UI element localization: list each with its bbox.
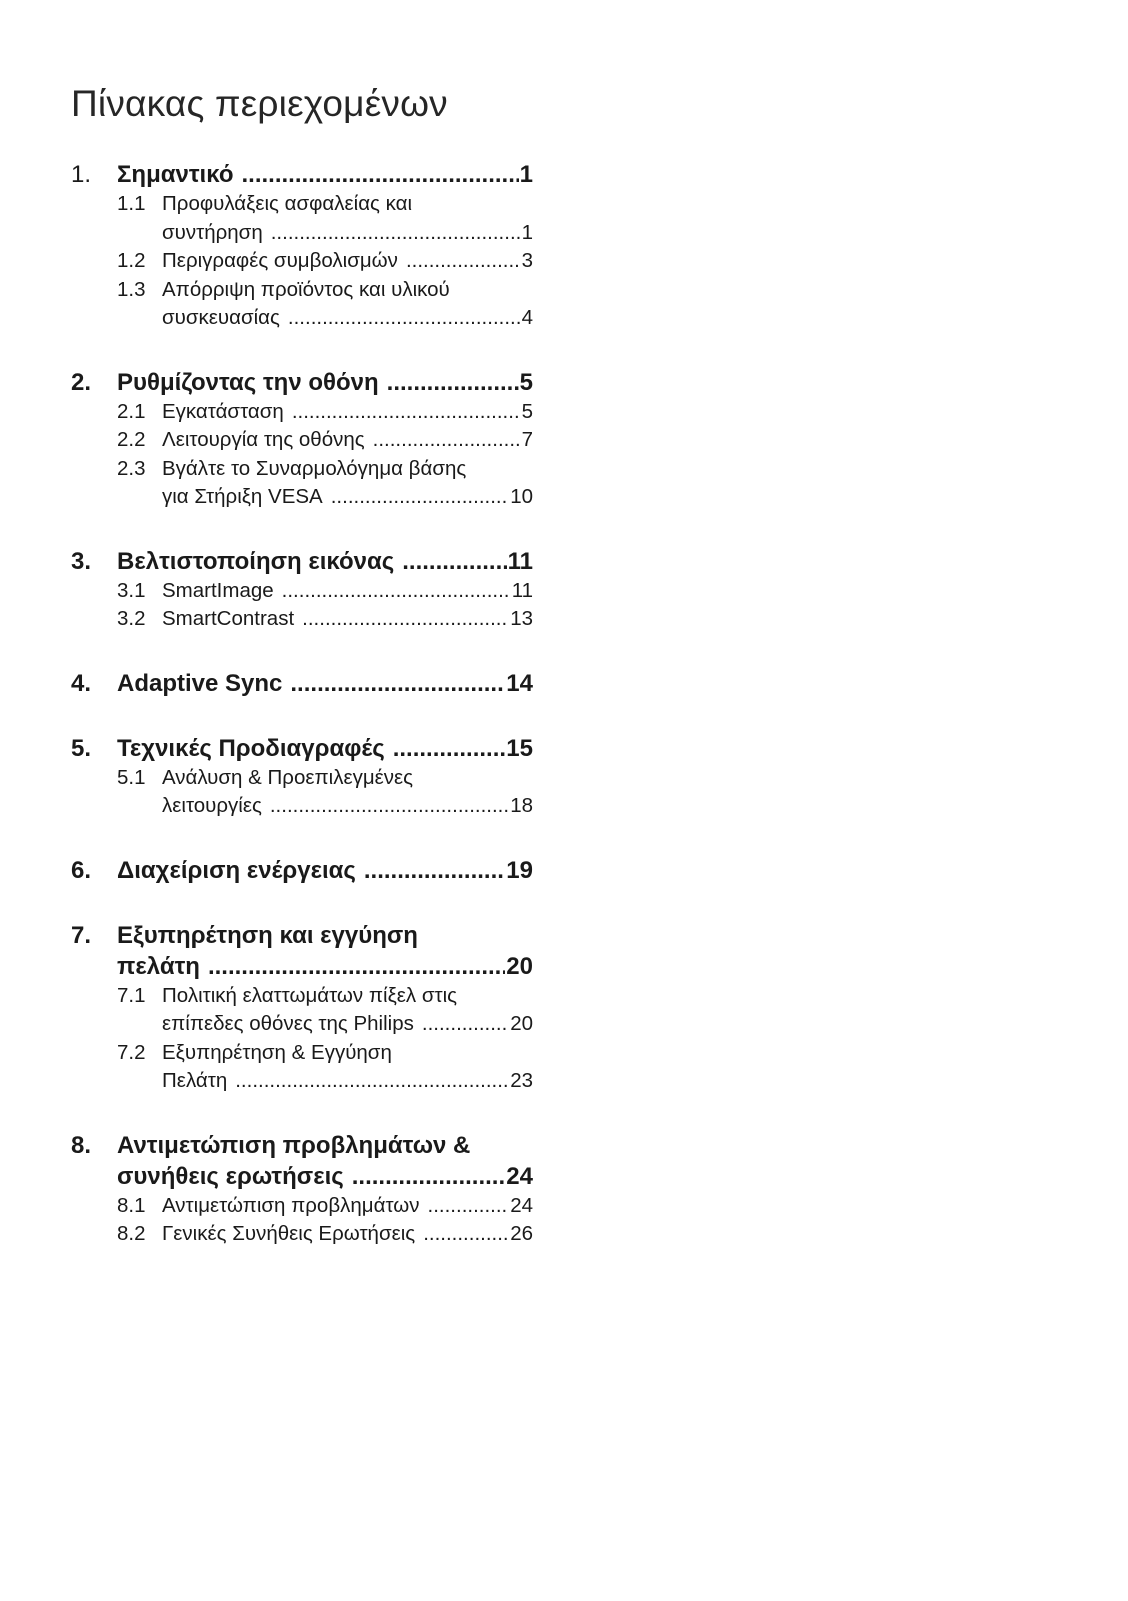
subsection-number: 7.2 (117, 1040, 146, 1064)
section-title-block (117, 546, 533, 577)
section-leader-row[interactable] (117, 1161, 533, 1192)
subsection-page-number: 1 (521, 220, 533, 244)
subsection-number: 8.1 (117, 1193, 146, 1217)
subsection-title-block (162, 982, 533, 1039)
subsection-page-number: 13 (510, 607, 533, 630)
subsection-page-number: 7 (521, 428, 533, 451)
toc-section-entry[interactable] (71, 546, 533, 577)
subsection-leader-row[interactable] (162, 304, 533, 333)
section-title: Adaptive Sync (117, 669, 283, 697)
subsection-title: Πελάτη (162, 1069, 228, 1092)
subsection-title-block (162, 190, 533, 247)
subsection-page-number: 23 (510, 1069, 533, 1092)
toc-section-entry[interactable] (71, 855, 533, 886)
subsection-leader-row[interactable] (162, 219, 533, 248)
subsection-leader-row[interactable] (162, 605, 533, 634)
subsection-number: 2.3 (117, 456, 146, 480)
toc-subsection-entry[interactable] (117, 764, 533, 821)
section-title: Βελτιστοποίηση εικόνας (117, 547, 395, 575)
dot-leader (364, 855, 505, 886)
subsection-title-block (162, 426, 533, 455)
section-leader-row[interactable] (117, 855, 533, 886)
subsection-title-line: Απόρριψη προϊόντος και υλικού (162, 277, 450, 301)
dot-leader (270, 792, 509, 821)
subsection-page-number: 24 (510, 1193, 533, 1217)
toc-section (71, 733, 533, 821)
subsection-title-block (162, 1192, 533, 1221)
subsection-title-block (162, 605, 533, 634)
toc-subsection-entry[interactable] (117, 1220, 533, 1249)
subsection-title-line: Ανάλυση & Προεπιλεγμένες (162, 765, 414, 789)
subsection-title: Λειτουργία της οθόνης (162, 428, 365, 451)
section-title-block (117, 367, 533, 398)
toc-subsection-entry[interactable] (117, 190, 533, 247)
toc-section (71, 1130, 533, 1249)
section-number: 4. (71, 669, 92, 697)
section-title: Διαχείριση ενέργειας (117, 856, 356, 884)
subsection-leader-row[interactable] (162, 1067, 533, 1096)
subsection-title: SmartContrast (162, 607, 295, 630)
section-page-number: 11 (507, 547, 533, 575)
subsection-title: λειτουργίες (162, 794, 262, 817)
toc-subsection-entry[interactable] (117, 455, 533, 512)
dot-leader (373, 426, 521, 455)
section-number: 8. (71, 1131, 92, 1159)
section-leader-row[interactable] (117, 733, 533, 764)
subsection-title-block (162, 455, 533, 512)
section-leader-row[interactable] (117, 668, 533, 699)
dot-leader (302, 605, 509, 634)
subsection-title: Περιγραφές συμβολισμών (162, 249, 398, 272)
toc-section-entry[interactable] (71, 733, 533, 764)
section-leader-row[interactable] (117, 367, 533, 398)
subsection-page-number: 20 (510, 1012, 533, 1035)
subsection-number: 1.1 (117, 192, 146, 215)
toc-subsection-entry[interactable] (117, 605, 533, 634)
dot-leader (241, 159, 518, 190)
subsection-title: επίπεδες οθόνες της Philips (162, 1012, 414, 1035)
dot-leader (331, 483, 509, 512)
subsection-title-block (162, 398, 533, 427)
section-number: 6. (71, 856, 92, 884)
toc-section (71, 920, 533, 1096)
subsection-page-number: 18 (510, 794, 533, 817)
dot-leader (387, 367, 519, 398)
toc-subsection-entry[interactable] (117, 276, 533, 333)
subsection-number: 2.1 (117, 399, 146, 423)
section-title-block (117, 1130, 533, 1192)
section-title: Ρυθμίζοντας την οθόνη (117, 368, 379, 396)
subsection-title-block (162, 247, 533, 276)
toc-subsection-entry[interactable] (117, 1192, 533, 1221)
section-page-number: 5 (519, 368, 533, 396)
section-title-line: Αντιμετώπιση προβλημάτων & (117, 1131, 471, 1159)
section-title-block (117, 920, 533, 982)
section-page-number: 14 (506, 669, 533, 697)
subsection-number: 7.1 (117, 983, 146, 1007)
section-page-number: 19 (506, 856, 533, 884)
subsection-title-line: Πολιτική ελαττωμάτων πίξελ στις (162, 983, 458, 1007)
subsection-leader-row[interactable] (162, 1192, 533, 1221)
toc-subsection-entry[interactable] (117, 577, 533, 606)
section-title-block (117, 855, 533, 886)
subsection-title: συσκευασίας (162, 306, 280, 329)
subsection-title: SmartImage (162, 578, 274, 602)
subsection-title-block (162, 764, 533, 821)
dot-leader (402, 546, 506, 577)
dot-leader (423, 1220, 509, 1249)
subsection-leader-row[interactable] (162, 398, 533, 427)
subsection-title: Εγκατάσταση (162, 399, 284, 423)
subsection-number: 2.2 (117, 428, 146, 451)
subsection-number: 8.2 (117, 1222, 146, 1245)
section-number: 1. (71, 161, 92, 188)
subsection-leader-row[interactable] (162, 577, 533, 606)
subsection-leader-row[interactable] (162, 792, 533, 821)
toc-section (71, 546, 533, 634)
subsection-title: για Στήριξη VESA (162, 485, 323, 508)
subsection-page-number: 26 (510, 1222, 533, 1245)
toc-section-entry[interactable] (71, 920, 533, 982)
subsection-page-number: 3 (521, 249, 533, 272)
subsection-leader-row[interactable] (162, 1010, 533, 1039)
dot-leader (290, 668, 505, 699)
section-title: πελάτη (117, 952, 200, 980)
dot-leader (288, 304, 521, 333)
section-title: Τεχνικές Προδιαγραφές (117, 734, 385, 762)
subsection-leader-row[interactable] (162, 1220, 533, 1249)
section-page-number: 1 (519, 161, 533, 188)
subsection-title-line: Εξυπηρέτηση & Εγγύηση (162, 1040, 392, 1064)
table-of-contents (71, 159, 533, 1283)
section-title-block (117, 668, 533, 699)
dot-leader (282, 577, 511, 606)
dot-leader (406, 247, 521, 276)
subsection-title-line: Βγάλτε το Συναρμολόγημα βάσης (162, 456, 467, 480)
subsection-page-number: 4 (521, 306, 533, 329)
section-title-block (117, 733, 533, 764)
dot-leader (393, 733, 506, 764)
toc-section (71, 367, 533, 512)
toc-section (71, 668, 533, 699)
subsection-page-number: 10 (510, 485, 533, 508)
toc-section (71, 855, 533, 886)
dot-leader (235, 1067, 509, 1096)
dot-leader (428, 1192, 510, 1221)
subsection-title-block (162, 577, 533, 606)
section-number: 7. (71, 921, 92, 949)
toc-subsection-entry[interactable] (117, 982, 533, 1039)
section-leader-row[interactable] (117, 546, 533, 577)
subsection-number: 1.3 (117, 277, 146, 301)
section-page-number: 15 (506, 734, 533, 762)
toc-subsection-entry[interactable] (117, 398, 533, 427)
subsection-page-number: 5 (521, 399, 533, 423)
toc-section (71, 159, 533, 333)
dot-leader (292, 398, 521, 427)
subsection-number: 1.2 (117, 249, 146, 272)
subsection-title-block (162, 1220, 533, 1249)
dot-leader (352, 1161, 506, 1192)
dot-leader (271, 219, 521, 248)
dot-leader (208, 951, 505, 982)
section-title-block (117, 159, 533, 190)
section-leader-row[interactable] (117, 159, 533, 190)
toc-subsection-entry[interactable] (117, 426, 533, 455)
toc-section-entry[interactable] (71, 159, 533, 190)
subsection-title-block (162, 1039, 533, 1096)
subsection-leader-row[interactable] (162, 247, 533, 276)
section-title: συνήθεις ερωτήσεις (117, 1162, 344, 1190)
section-title-line: Εξυπηρέτηση και εγγύηση (117, 921, 418, 949)
page-title: Πίνακας περιεχομένων (71, 83, 448, 124)
dot-leader (422, 1010, 509, 1039)
section-number: 2. (71, 368, 92, 396)
toc-section-entry[interactable] (71, 1130, 533, 1192)
subsection-page-number: 11 (511, 578, 533, 602)
section-number: 3. (71, 547, 92, 575)
subsection-title: Αντιμετώπιση προβλημάτων (162, 1193, 420, 1217)
subsection-title-line: Προφυλάξεις ασφαλείας και (162, 192, 413, 215)
subsection-number: 3.1 (117, 578, 146, 602)
section-number: 5. (71, 734, 92, 762)
subsection-title-block (162, 276, 533, 333)
subsection-number: 3.2 (117, 607, 146, 630)
subsection-number: 5.1 (117, 765, 146, 789)
toc-subsection-entry[interactable] (117, 1039, 533, 1096)
toc-section-entry[interactable] (71, 668, 533, 699)
subsection-title: Γενικές Συνήθεις Ερωτήσεις (162, 1222, 416, 1245)
toc-section-entry[interactable] (71, 367, 533, 398)
section-page-number: 24 (506, 1162, 533, 1190)
subsection-leader-row[interactable] (162, 426, 533, 455)
subsection-leader-row[interactable] (162, 483, 533, 512)
toc-subsection-entry[interactable] (117, 247, 533, 276)
section-leader-row[interactable] (117, 951, 533, 982)
section-page-number: 20 (506, 952, 533, 980)
section-title: Σημαντικό (117, 161, 234, 188)
subsection-title: συντήρηση (162, 220, 263, 244)
